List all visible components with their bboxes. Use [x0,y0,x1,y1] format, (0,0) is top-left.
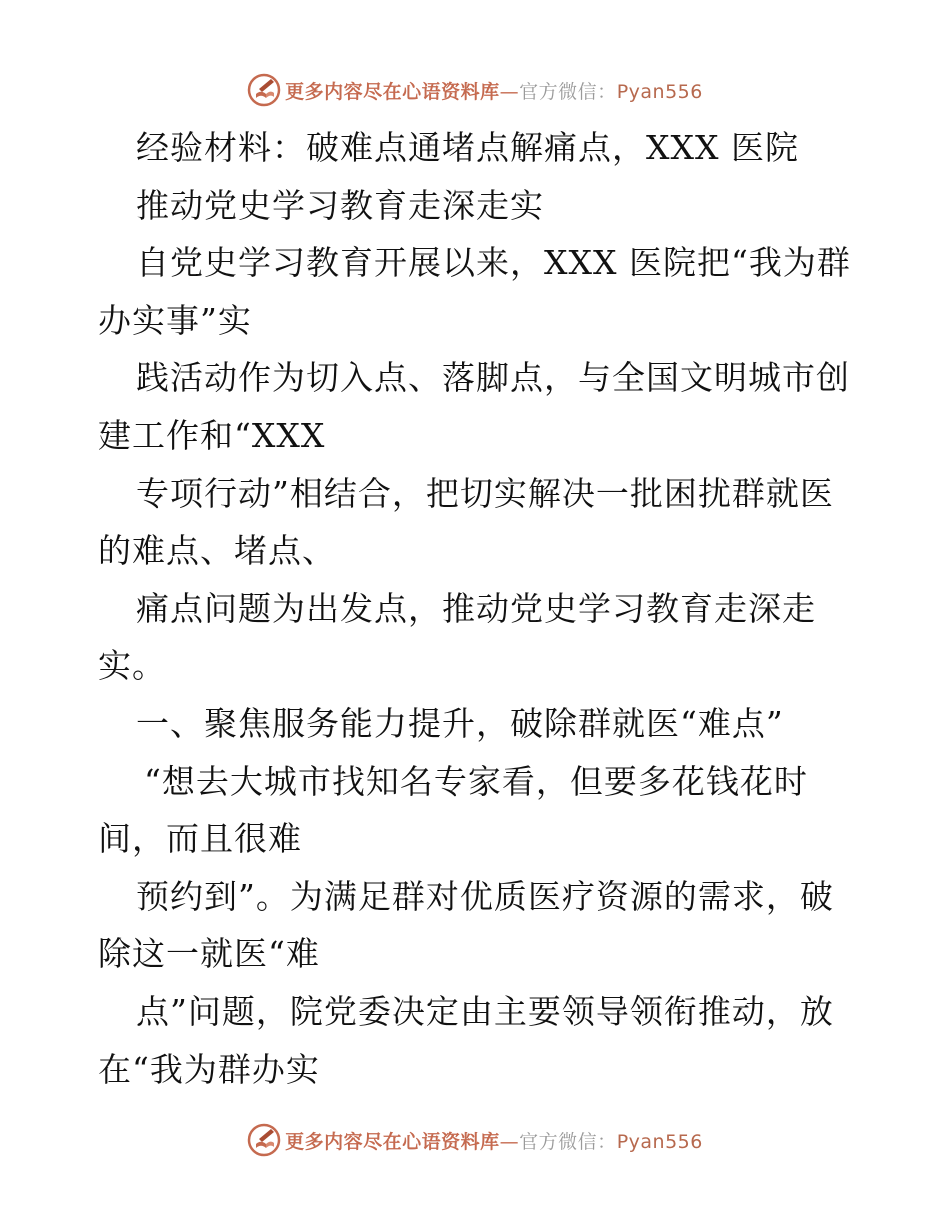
book-pen-logo-icon [247,1123,281,1157]
paragraph-line: 践活动作为切入点、落脚点，与全国文明城市创 [136,358,850,398]
banner-brand-text: 更多内容尽在心语资料库 [285,1130,500,1153]
paragraph-line: 自党史学习教育开展以来，XXX 医院把“我为群 [136,243,851,283]
paragraph-line: “想去大城市找知名专家看，但要多花钱花时 [144,761,808,801]
paragraph-line: 在“我为群办实 [98,1049,320,1089]
paragraph-line: 痛点问题为出发点，推动党史学习教育走深走 [136,588,816,628]
book-pen-logo-icon [247,73,281,107]
banner-dash: — [499,80,520,103]
paragraph-line: 的难点、堵点、 [98,531,336,571]
banner-wechat-id: Pyan556 [616,1130,703,1153]
document-body [98,119,868,1098]
paragraph-line: 专项行动”相结合，把切实解决一批困扰群就医 [136,473,834,513]
header-banner [0,70,950,110]
banner-official-label: 官方微信： [519,80,617,103]
document-title-line-2: 推动党史学习教育走深走实 [136,185,544,225]
paragraph-line: 预约到”。为满足群对优质医疗资源的需求，破 [136,876,834,916]
paragraph-line: 除这一就医“难 [98,934,320,974]
banner-dash: — [499,1130,520,1153]
banner-wechat-id: Pyan556 [616,80,703,103]
section-heading: 一、聚焦服务能力提升，破除群就医“难点” [136,703,784,743]
document-title-line-1: 经验材料：破难点通堵点解痛点，XXX 医院 [136,128,799,167]
banner-official-label: 官方微信： [519,1130,617,1153]
paragraph-line: 点”问题，院党委决定由主要领导领衔推动，放 [136,991,834,1031]
paragraph-line: 实。 [98,646,166,686]
banner-brand-text: 更多内容尽在心语资料库 [285,80,500,103]
paragraph-line: 建工作和“XXX [98,415,326,455]
footer-banner [0,1120,950,1160]
paragraph-line: 办实事”实 [98,300,252,340]
paragraph-line: 间，而且很难 [98,819,302,859]
